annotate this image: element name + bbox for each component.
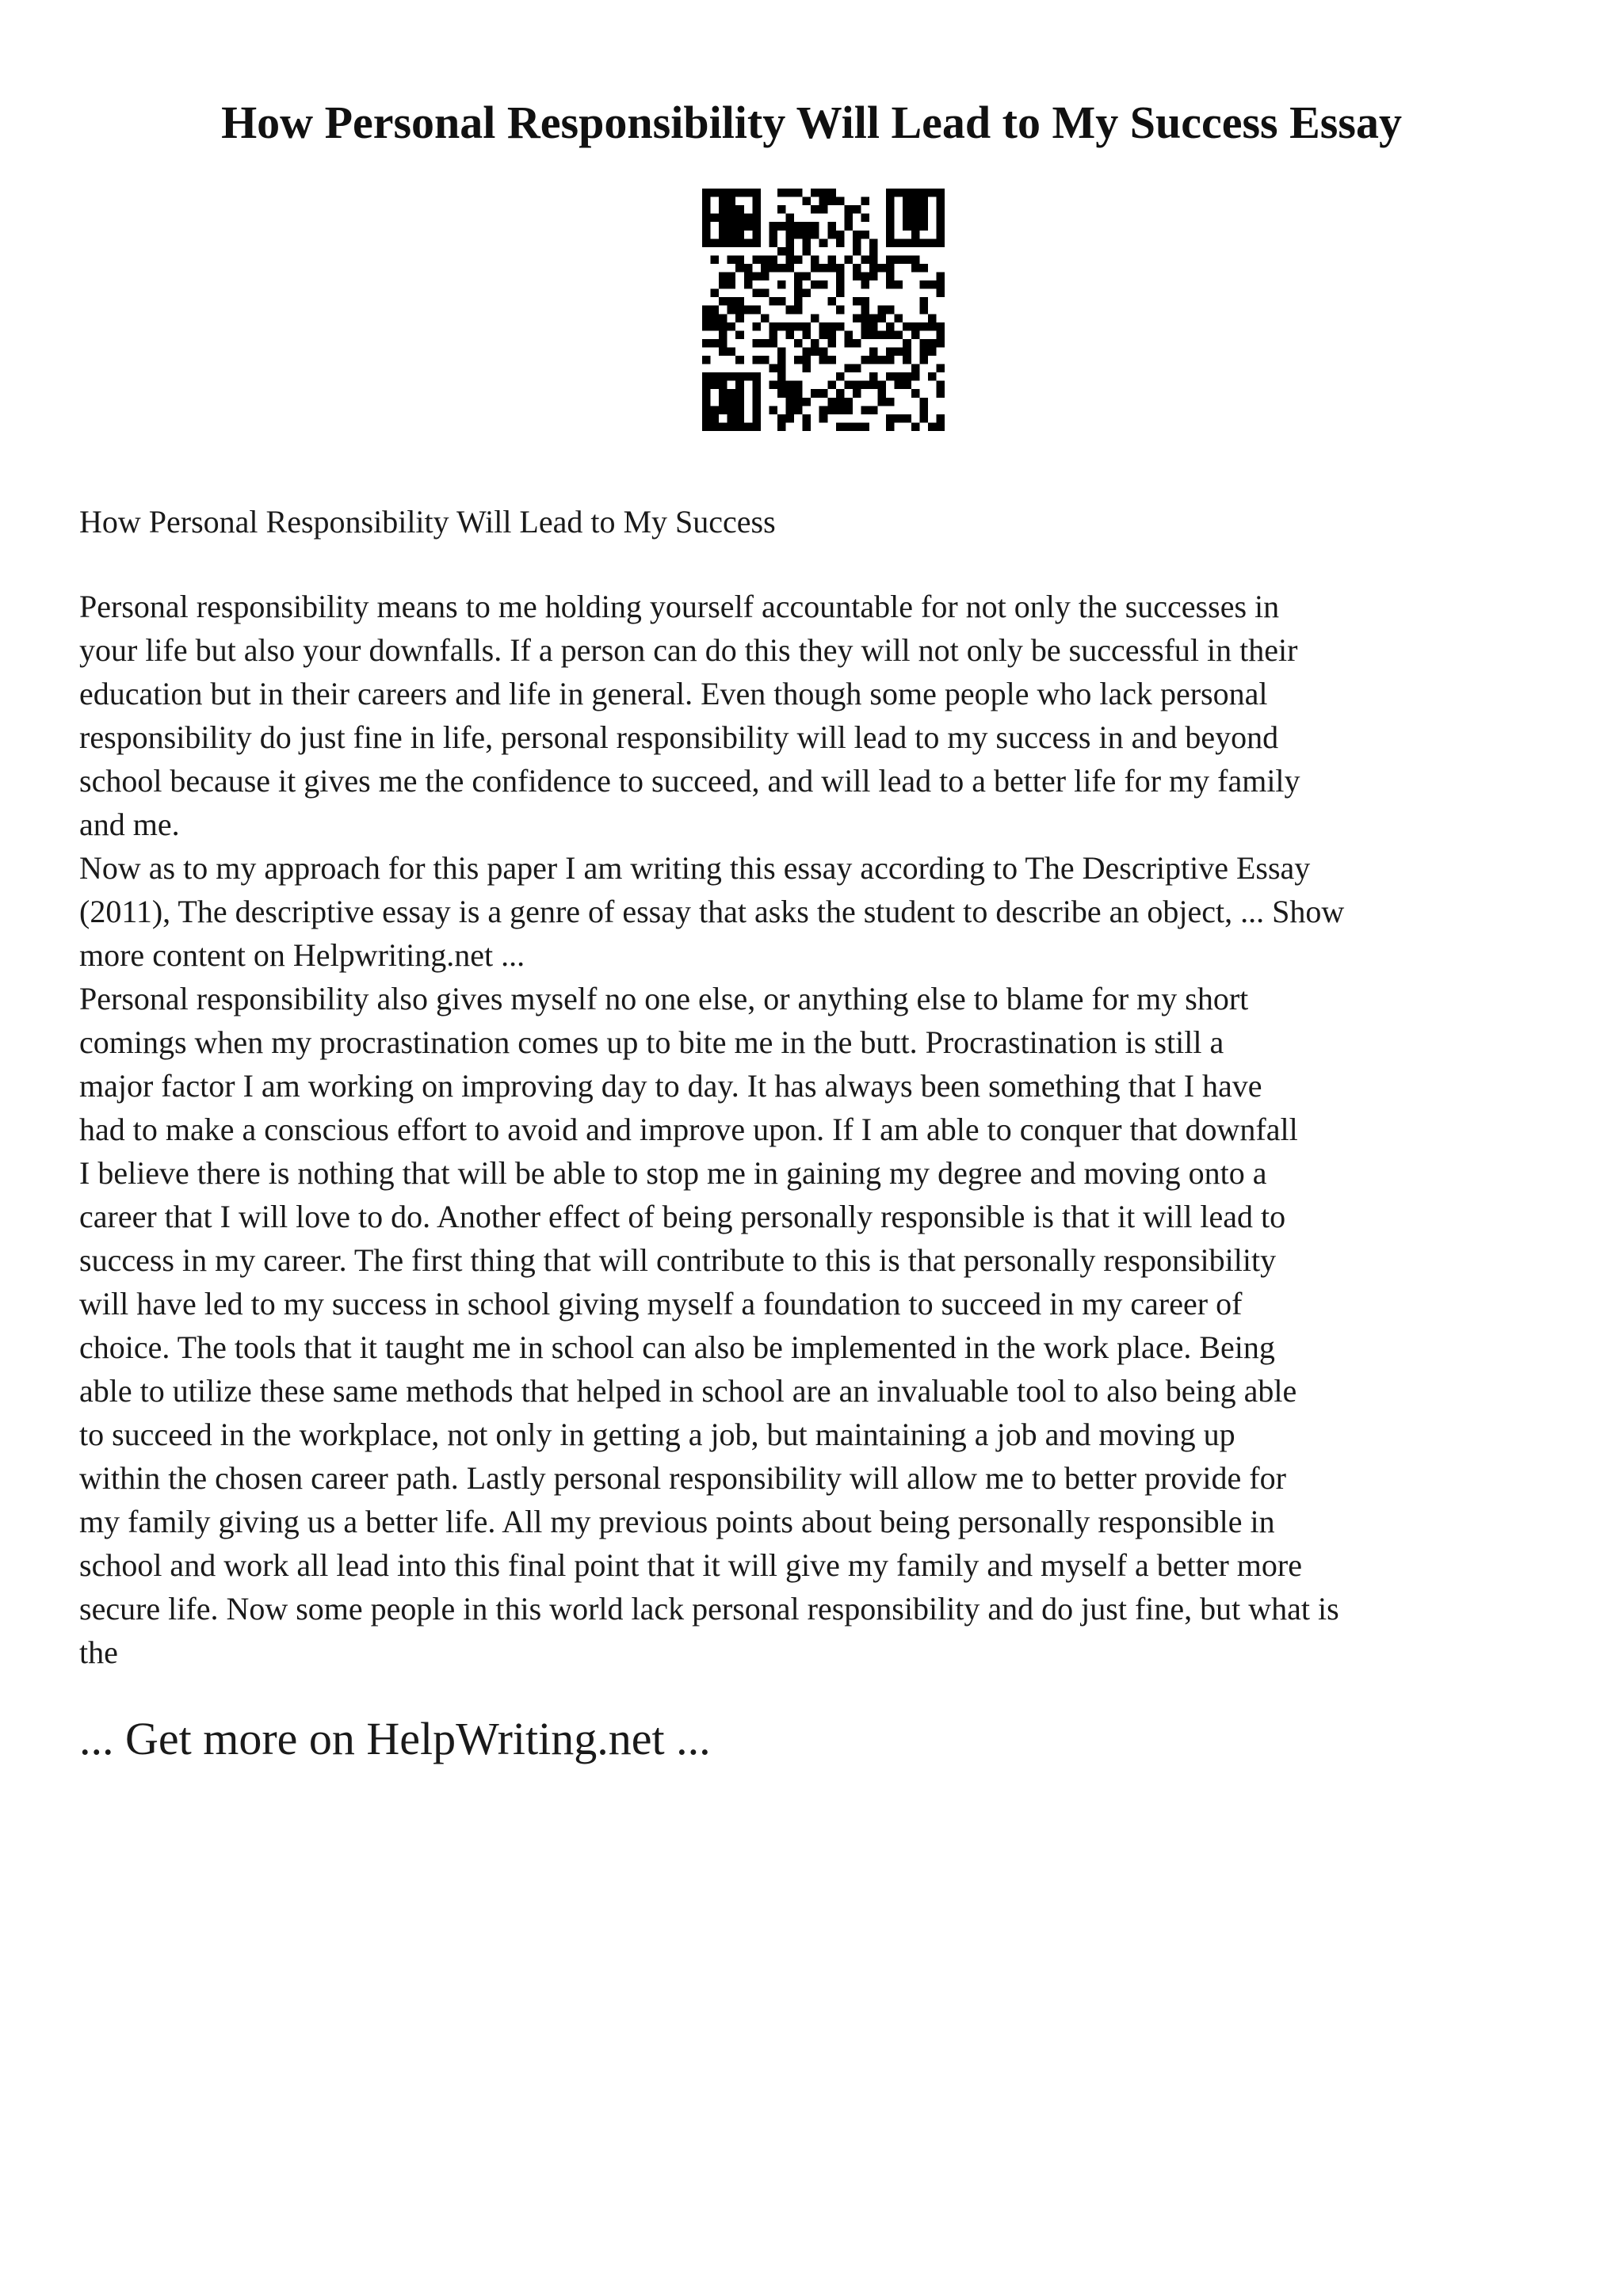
text-line: to succeed in the workplace, not only in getting a job, but maintaining a job and moving up <box>79 1417 1235 1452</box>
text-line: and me. <box>79 807 180 842</box>
text-line: my family giving us a better life. All my previous points about being personally responsible in <box>79 1504 1275 1539</box>
text-line: had to make a conscious effort to avoid and improve upon. If I am able to conquer that downfall <box>79 1112 1298 1147</box>
text-line: secure life. Now some people in this world lack personal responsibility and do just fine, but what is <box>79 1591 1339 1627</box>
text-line: career that I will love to do. Another effect of being personally responsible is that it will lead to <box>79 1199 1286 1234</box>
text-line: Personal responsibility means to me holding yourself accountable for not only the successes in <box>79 589 1280 624</box>
text-line: comings when my procrastination comes up to bite me in the butt. Procrastination is still a <box>79 1024 1224 1060</box>
text-line: education but in their careers and life in general. Even though some people who lack personal <box>79 676 1268 711</box>
text-line: choice. The tools that it taught me in school can also be implemented in the work place. Being <box>79 1329 1275 1365</box>
text-line: within the chosen career path. Lastly personal responsibility will allow me to better provide for <box>79 1460 1286 1496</box>
document-title: How Personal Responsibility Will Lead to My Success Essay <box>221 97 1402 148</box>
essay-heading: How Personal Responsibility Will Lead to My Success <box>79 504 776 540</box>
text-line: able to utilize these same methods that helped in school are an invaluable tool to also being able <box>79 1373 1297 1409</box>
text-line: the <box>79 1634 118 1670</box>
text-line: school and work all lead into this final point that it will give my family and myself a better more <box>79 1547 1302 1583</box>
text-line: responsibility do just fine in life, personal responsibility will lead to my success in and beyond <box>79 719 1279 755</box>
essay-body <box>79 585 1569 1674</box>
qr-code-icon <box>702 189 945 431</box>
paragraph <box>79 585 1569 846</box>
text-line: major factor I am working on improving day to day. It has always been something that I have <box>79 1068 1262 1104</box>
text-line: school because it gives me the confidence to succeed, and will lead to a better life for my family <box>79 763 1300 799</box>
text-line: Now as to my approach for this paper I am writing this essay according to The Descriptive Essay <box>79 850 1311 886</box>
text-line: your life but also your downfalls. If a person can do this they will not only be successful in their <box>79 632 1298 668</box>
text-line: more content on Helpwriting.net ... <box>79 937 525 973</box>
paragraph <box>79 977 1569 1674</box>
paragraph <box>79 846 1569 977</box>
text-line: (2011), The descriptive essay is a genre of essay that asks the student to describe an object, ... Show <box>79 894 1345 929</box>
text-line: will have led to my success in school giving myself a foundation to succeed in my career of <box>79 1286 1243 1322</box>
get-more-link[interactable]: ... Get more on HelpWriting.net ... <box>79 1713 711 1764</box>
text-line: success in my career. The first thing that will contribute to this is that personally responsibility <box>79 1242 1277 1278</box>
text-line: Personal responsibility also gives myself no one else, or anything else to blame for my short <box>79 981 1249 1016</box>
text-line: I believe there is nothing that will be able to stop me in gaining my degree and moving onto a <box>79 1155 1267 1191</box>
